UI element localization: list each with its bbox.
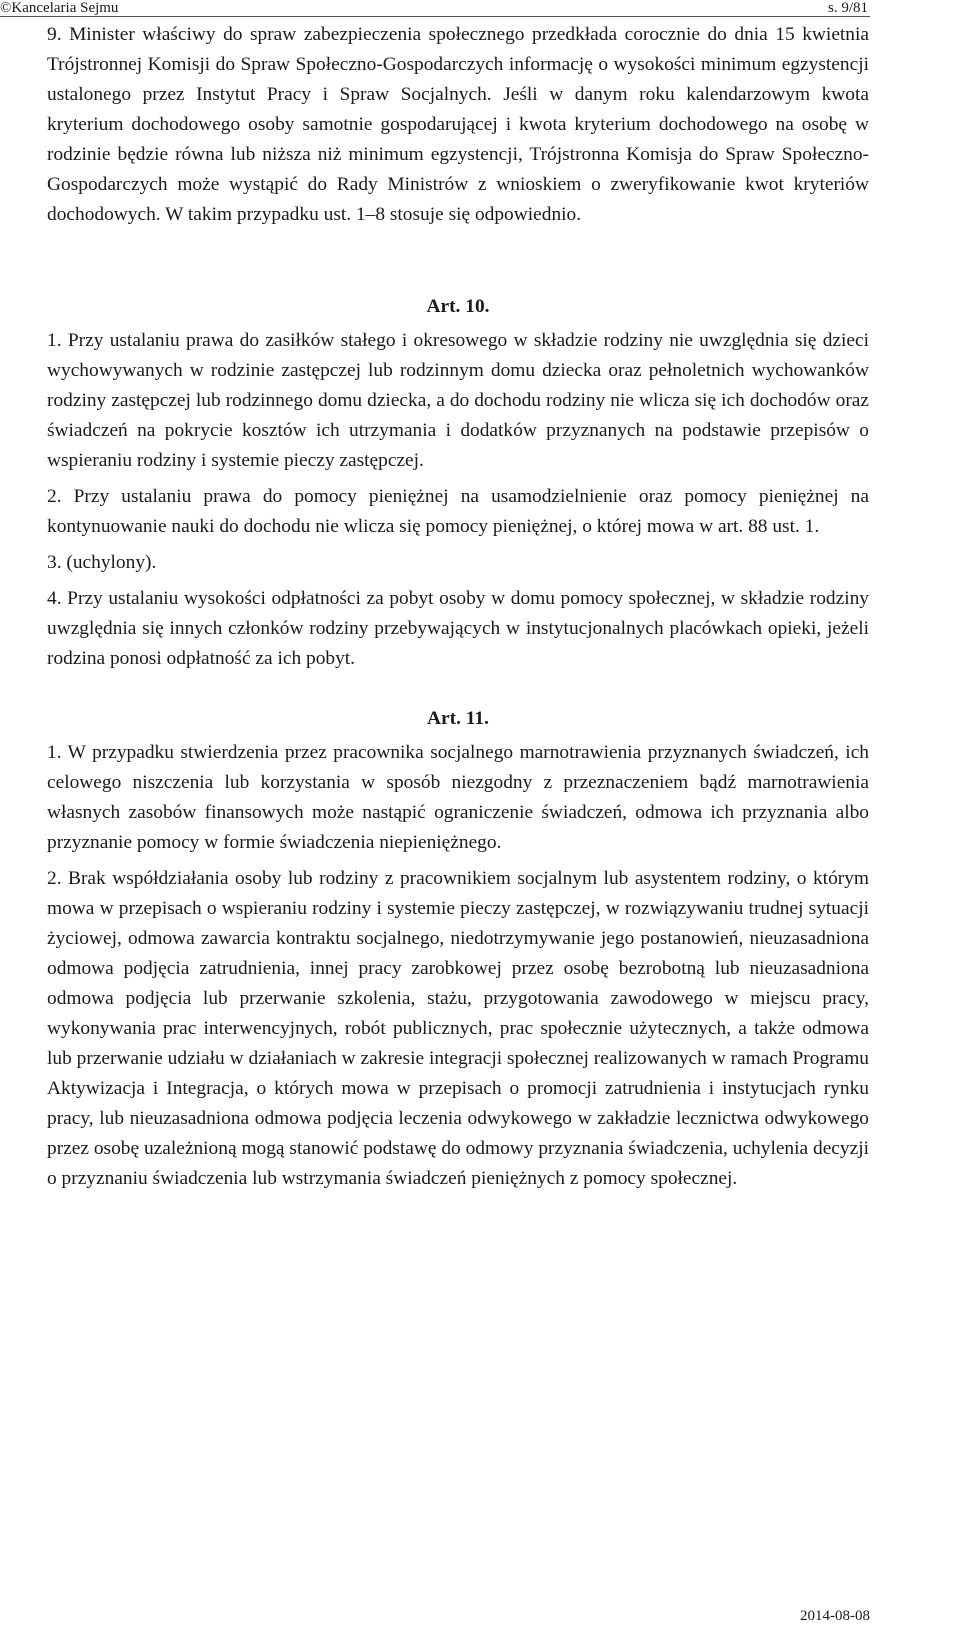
article-10-paragraph-4: 4. Przy ustalaniu wysokości odpłatności za pobyt osoby w domu pomocy społecznej, w składzie rodziny uwzględnia się innych członków rodziny przebywających w instytucjonalnych placówkach opieki, jeżeli rodzina ponosi odpłatność za ich pobyt. (47, 588, 869, 669)
article-10-title: Art. 10. (426, 296, 490, 317)
header-divider (0, 16, 870, 17)
section-gap (47, 230, 869, 274)
copyright-notice: ©Kancelaria Sejmu (0, 0, 119, 16)
article-11-paragraph-2: 2. Brak współdziałania osoby lub rodziny z pracownikiem socjalnym lub asystentem rodziny, o którym mowa w przepisach o wspieraniu rodziny i systemie pieczy zastępczej, w rozwiązywaniu trudnej sytuacji życiowej, odmowa zawarcia kontraktu socjalnego, niedotrzymywanie jego postanowień, nieuzasadniona odmowa podjęcia zatrudnienia, innej pracy zarobkowej przez osobę bezrobotną lub nieuzasadniona odmowa podjęcia lub przerwanie szkolenia, stażu, przygotowania zawodowego w miejscu pracy, wykonywania prac interwencyjnych, robót publicznych, prac społecznie użytecznych, a także odmowa lub przerwanie udziału w działaniach w zakresie integracji społecznej realizowanych w ramach Programu Aktywizacja i Integracja, o których mowa w przepisach o promocji zatrudnienia i instytucjach rynku pracy, lub nieuzasadniona odmowa podjęcia leczenia odwykowego w zakładzie lecznictwa odwykowego przez osobę uzależnioną mogą stanowić podstawę do odmowy przyznania świadczenia, uchylenia decyzji o przyznaniu świadczenia lub wstrzymania świadczeń pieniężnych z pomocy społecznej. (47, 868, 869, 1189)
article-10-paragraph-1: 1. Przy ustalaniu prawa do zasiłków stałego i okresowego w składzie rodziny nie uwzględnia się dzieci wychowywanych w rodzinie zastępczej lub rodzinnym domu dziecka oraz pełnoletnich wychowanków rodziny zastępczej lub rodzinnego domu dziecka, a do dochodu rodziny nie wlicza się ich dochodów oraz świadczeń na pokrycie kosztów ich utrzymania i dodatków przyznanych na podstawie przepisów o wspieraniu rodziny i systemie pieczy zastępczej. (47, 330, 869, 471)
page-footer-date: 2014-08-08 (800, 1608, 870, 1624)
page-number: s. 9/81 (827, 0, 868, 16)
page-header (0, 0, 960, 22)
paragraph-9: 9. Minister właściwy do spraw zabezpieczenia społecznego przedkłada corocznie do dnia 15 kwietnia Trójstronnej Komisji do Spraw Społeczno-Gospodarczych informację o wysokości minimum egzystencji ustalonego przez Instytut Pracy i Spraw Socjalnych. Jeśli w danym roku kalendarzowym kwota kryterium dochodowego osoby samotnie gospodarującej i kwota kryterium dochodowego na osobę w rodzinie będzie równa lub niższa niż minimum egzystencji, Trójstronna Komisja do Spraw Społeczno-Gospodarczych może wystąpić do Rady Ministrów z wnioskiem o zweryfikowanie kwot kryteriów dochodowych. W takim przypadku ust. 1–8 stosuje się odpowiednio. (47, 24, 869, 225)
document-body (47, 20, 869, 1194)
article-11-title: Art. 11. (427, 708, 489, 729)
article-10-paragraph-3: 3. (uchylony). (47, 552, 157, 573)
article-10-paragraph-2: 2. Przy ustalaniu prawa do pomocy pieniężnej na usamodzielnienie oraz pomocy pieniężnej na kontynuowanie nauki do dochodu nie wlicza się pomocy pieniężnej, o której mowa w art. 88 ust. 1. (47, 486, 869, 537)
article-11-paragraph-1: 1. W przypadku stwierdzenia przez pracownika socjalnego marnotrawienia przyznanych świadczeń, ich celowego niszczenia lub korzystania w sposób niezgodny z przeznaczeniem bądź marnotrawienia własnych zasobów finansowych może nastąpić ograniczenie świadczeń, odmowa ich przyznania albo przyznanie pomocy w formie świadczenia niepieniężnego. (47, 742, 869, 853)
